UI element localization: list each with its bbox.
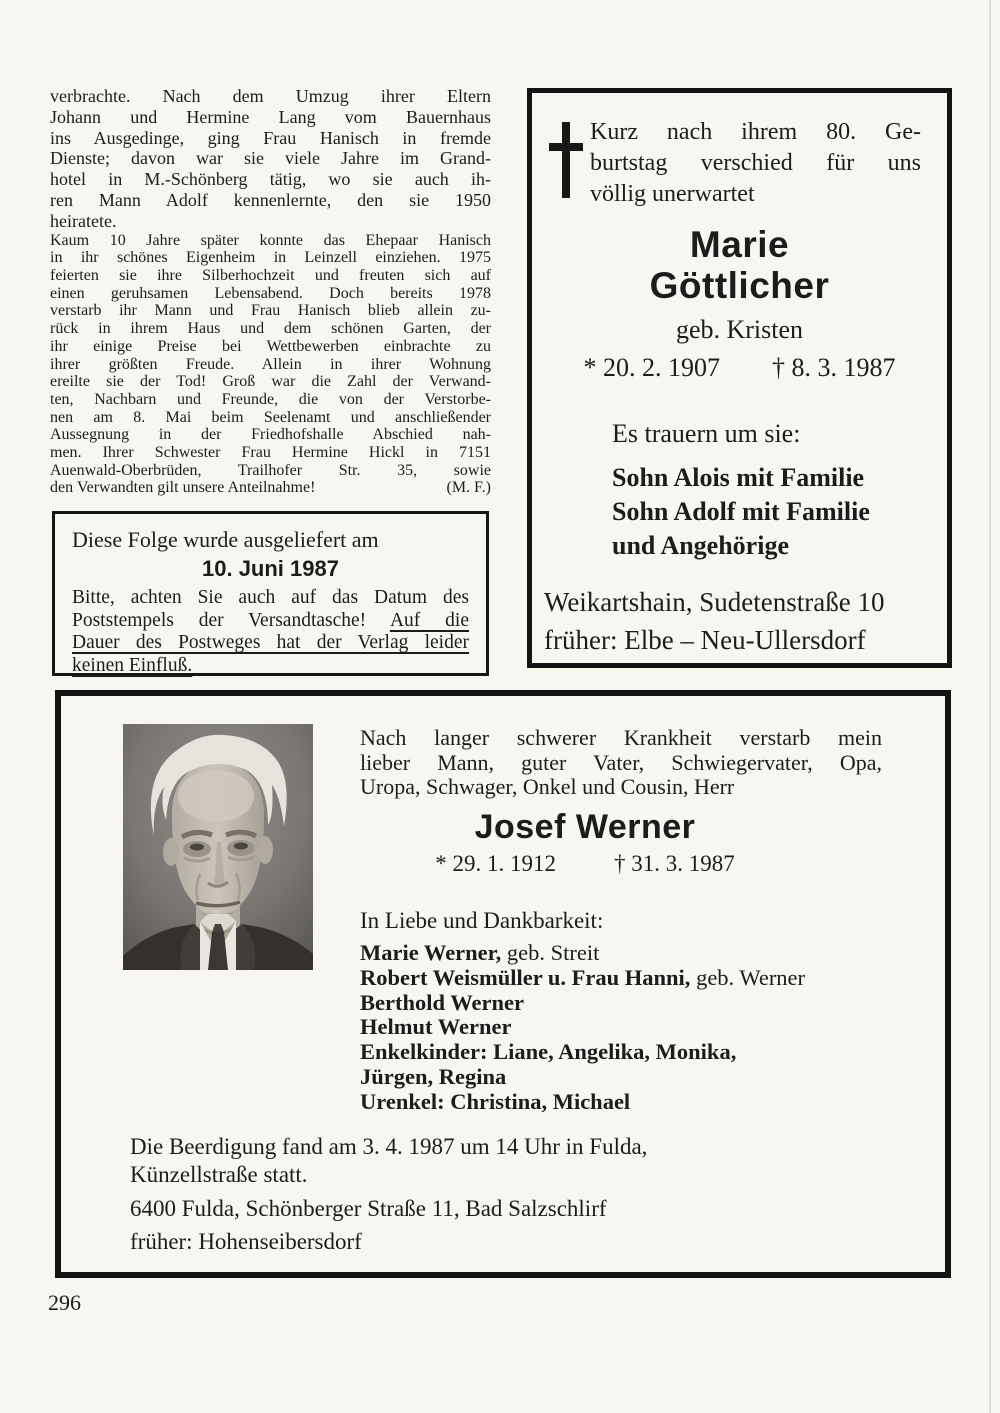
- text-line: in ihr schönes Eigenheim in Leinzell einziehen. 1975: [50, 249, 491, 267]
- goettlicher-last-name: Göttlicher: [649, 265, 830, 306]
- text-line: ihr einige Preise bei Wettbewerben einbrachte zu: [50, 337, 491, 355]
- mourner-line: [360, 991, 805, 1016]
- note-underlined-text: Dauer des Postweges hat der Verlag leider: [72, 632, 469, 653]
- werner-mourners: [360, 941, 805, 1115]
- mourner-line: [360, 1065, 805, 1090]
- page-number: 296: [48, 1290, 81, 1315]
- note-underlined-text: keinen Einfluß.: [72, 654, 193, 676]
- continuation-article: [50, 86, 491, 497]
- goettlicher-mourners: [612, 461, 947, 563]
- mourner-line: und Angehörige: [612, 531, 789, 560]
- text-line: men. Ihrer Schwester Frau Hermine Hickl in 7151: [50, 444, 491, 462]
- text-line: ereilte sie der Tod! Groß war die Zahl der Verwand-: [50, 373, 491, 391]
- mourner-line: Sohn Alois mit Familie: [612, 463, 865, 492]
- mourner-name: Marie Werner,: [360, 940, 502, 965]
- werner-former-residence: früher: Hohenseibersdorf: [130, 1229, 362, 1254]
- mourner-detail: geb. Werner: [690, 964, 806, 990]
- delivery-note-text: [72, 587, 469, 677]
- werner-name-block: [360, 808, 810, 877]
- text-line: rück in ihrem Haus und dem schönen Garten, der: [50, 320, 491, 338]
- article-closing-text: den Verwandten gilt unsere Anteilnahme!: [50, 479, 316, 497]
- text-line: burtstag verschied für uns: [590, 150, 921, 176]
- text-line: ten, Nachbarn und Freunde, die von der Verstorbe-: [50, 390, 491, 408]
- text-line: Kaum 10 Jahre später konnte das Ehepaar Hanisch: [50, 231, 491, 249]
- mourner-line: [360, 941, 805, 966]
- werner-birth-date: * 29. 1. 1912: [435, 851, 556, 876]
- text-line: heiratete.: [50, 210, 117, 231]
- text-line: ihrer größten Freude. Allein in ihrer Wohnung: [50, 355, 491, 373]
- cross-icon: [549, 122, 583, 198]
- goettlicher-mourning-intro: Es trauern um sie:: [612, 419, 801, 448]
- werner-death-date: † 31. 3. 1987: [614, 851, 735, 876]
- goettlicher-address: Weikartshain, Sudetenstraße 10: [544, 587, 885, 617]
- text-line: [72, 632, 469, 655]
- text-line: ins Ausgedinge, ging Frau Hanisch in fremde: [50, 127, 491, 148]
- obituary-werner-box: [55, 690, 951, 1278]
- mourner-name: Helmut Werner: [360, 1014, 512, 1040]
- text-line: Johann und Hermine Lang vom Bauernhaus: [50, 106, 491, 127]
- obituary-goettlicher-box: [527, 88, 952, 668]
- text-line: Auenwald-Oberbrüden, Trailhofer Str. 35, sowie: [50, 461, 491, 479]
- article-paragraph-2: [50, 232, 491, 480]
- text-line: einen geruhsamen Lebensabend. Doch bereits 1978: [50, 284, 491, 302]
- werner-mourning-intro: In Liebe und Dankbarkeit:: [360, 908, 604, 933]
- note-underlined-text: Auf die: [389, 609, 469, 631]
- text-line: verstarb ihr Mann und Frau Hanisch blieb allein zu-: [50, 302, 491, 320]
- article-last-line: [50, 479, 491, 497]
- text-line: Uropa, Schwager, Onkel und Cousin, Herr: [360, 774, 735, 800]
- goettlicher-birth-date: * 20. 2. 1907: [583, 353, 720, 382]
- article-paragraph-1: [50, 86, 491, 232]
- text-line: Nach langer schwerer Krankheit verstarb mein: [360, 725, 882, 750]
- werner-address: 6400 Fulda, Schönberger Straße 11, Bad Salzschlirf: [130, 1196, 607, 1221]
- text-line: [72, 610, 469, 633]
- deceased-portrait-photo: [123, 724, 313, 970]
- goettlicher-first-name: Marie: [689, 224, 790, 265]
- mourner-line: [360, 1040, 805, 1065]
- mourner-detail: geb. Streit: [501, 940, 600, 965]
- text-line: Die Beerdigung fand am 3. 4. 1987 um 14 Uhr in Fulda,: [130, 1134, 648, 1159]
- goettlicher-former-residence: früher: Elbe – Neu-Ullersdorf: [544, 625, 866, 655]
- goettlicher-dates: [532, 353, 947, 383]
- delivery-date: 10. Juni 1987: [202, 556, 339, 581]
- mourner-name: Berthold Werner: [360, 989, 524, 1015]
- scan-edge-artifact: [989, 0, 991, 1413]
- editor-initials: (M. F.): [446, 479, 491, 497]
- delivery-notice-box: [52, 511, 489, 676]
- text-line: hotel in M.-Schönberg tätig, wo sie auch ih-: [50, 169, 491, 190]
- text-line: [72, 655, 469, 678]
- mourner-line: Sohn Adolf mit Familie: [612, 497, 870, 526]
- text-line: Künzellstraße statt.: [130, 1162, 308, 1187]
- werner-funeral-info: [130, 1133, 647, 1189]
- note-text: Bitte, achten Sie auch auf das Datum des: [72, 587, 469, 608]
- text-line: Aussegnung in der Friedhofshalle Abschied nah-: [50, 426, 491, 444]
- text-line: Dienste; davon war sie viele Jahre im Grand-: [50, 148, 491, 169]
- mourner-name: Urenkel: Christina, Michael: [360, 1088, 631, 1114]
- mourner-name: Robert Weismüller u. Frau Hanni,: [360, 964, 691, 990]
- text-line: völlig unerwartet: [590, 181, 755, 207]
- text-line: verbrachte. Nach dem Umzug ihrer Eltern: [50, 86, 491, 106]
- mourner-line: [360, 966, 805, 991]
- mourner-name: Enkelkinder: Liane, Angelika, Monika,: [360, 1039, 737, 1065]
- text-line: ren Mann Adolf kennenlernte, den sie 1950: [50, 189, 491, 210]
- note-text: Poststempels der Versandtasche!: [72, 609, 367, 631]
- text-line: Kurz nach ihrem 80. Ge-: [590, 119, 921, 145]
- text-line: feierten sie ihre Silberhochzeit und freuten sich auf: [50, 266, 491, 284]
- werner-dates: [360, 851, 810, 877]
- text-line: [72, 587, 469, 610]
- werner-name: Josef Werner: [474, 808, 696, 846]
- goettlicher-maiden-name: geb. Kristen: [675, 315, 804, 344]
- mourner-name: Jürgen, Regina: [360, 1063, 507, 1089]
- delivery-intro-line: Diese Folge wurde ausgeliefert am: [72, 527, 379, 552]
- goettlicher-intro: [590, 117, 921, 210]
- goettlicher-name: [532, 224, 947, 306]
- mourner-line: [360, 1090, 805, 1115]
- text-line: nen am 8. Mai beim Seelenamt und anschließender: [50, 408, 491, 426]
- mourner-line: [360, 1015, 805, 1040]
- goettlicher-death-date: † 8. 3. 1987: [772, 353, 896, 382]
- werner-intro: [360, 726, 882, 800]
- text-line: lieber Mann, guter Vater, Schwiegervater, Opa,: [360, 749, 882, 775]
